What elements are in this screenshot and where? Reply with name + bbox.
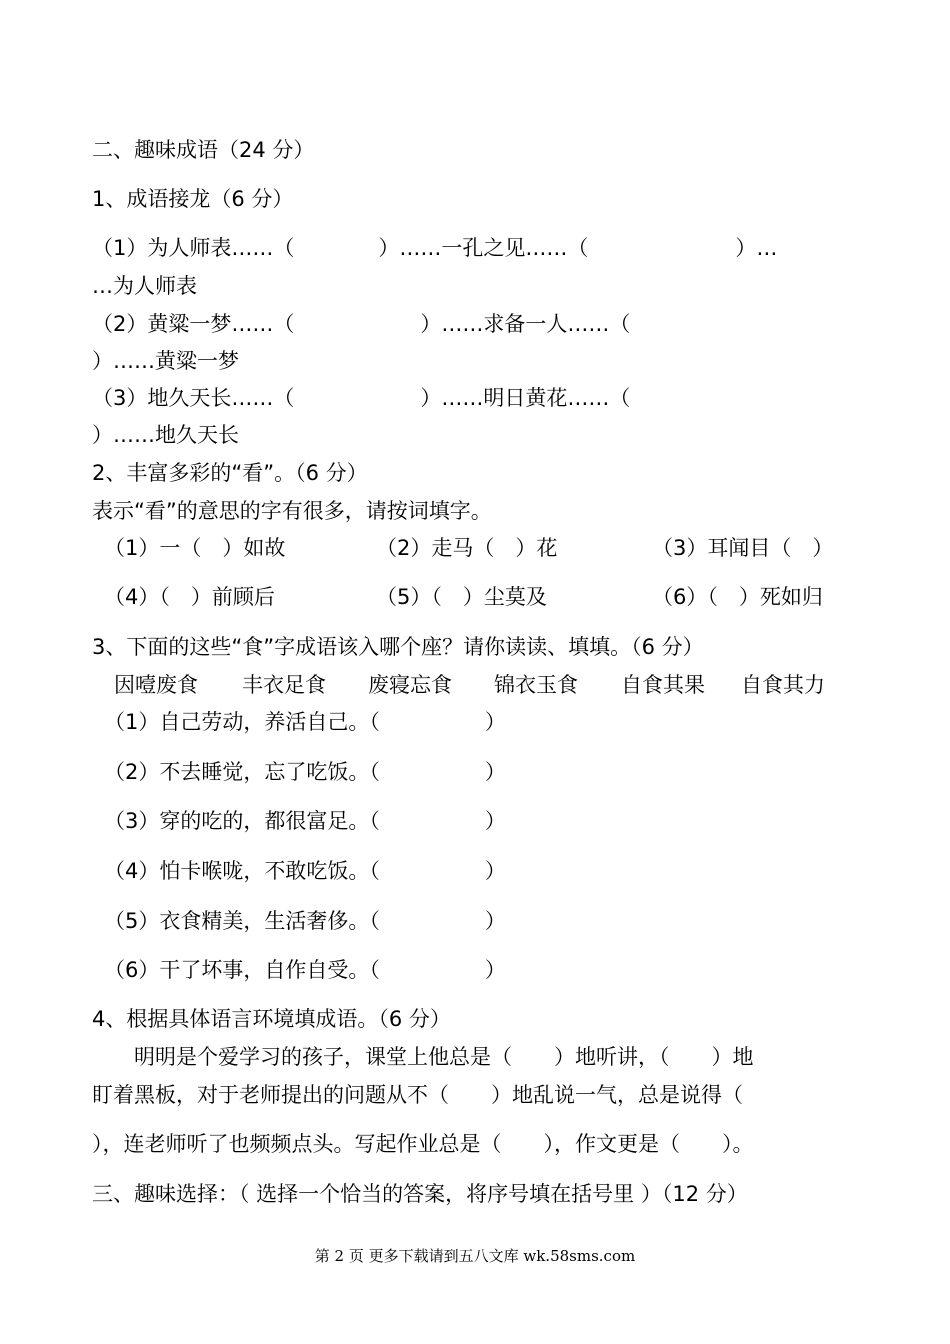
q2-intro: 表示“看”的意思的字有很多，请按词填字。 [92, 499, 492, 523]
q3-idiom-6: 自食其力 [741, 673, 825, 697]
q1-line-5: （3）地久天长……（ ）……明日黄花……（ [92, 386, 631, 410]
q1-line-3: （2）黄粱一梦……（ ）……求备一人……（ [92, 312, 631, 336]
q1-line-2: …为人师表 [92, 274, 197, 298]
q1-line-1: （1）为人师表……（ ）……一孔之见……（ ）… [92, 236, 778, 260]
q3-idiom-2: 丰衣足食 [242, 673, 326, 697]
q3-idiom-5: 自食其果 [621, 673, 705, 697]
q4-title: 4、根据具体语言环境填成语。（6 分） [92, 1007, 451, 1031]
q2-title: 2、丰富多彩的“看”。（6 分） [92, 461, 368, 485]
section3-title: 三、趣味选择：（ 选择一个恰当的答案，将序号填在括号里 ）（12 分） [92, 1182, 748, 1206]
q3-idiom-3: 废寝忘食 [368, 673, 452, 697]
q2-item-6: （6）（ ）死如归 [652, 585, 823, 609]
section2-title: 二、趣味成语（24 分） [92, 138, 315, 162]
q4-line-2: 盯着黑板，对于老师提出的问题从不（ ）地乱说一气，总是说得（ [92, 1083, 743, 1107]
page-footer: 第 2 页 更多下载请到五八文库 wk.58sms.com [314, 1247, 636, 1265]
q3-item-2: （2）不去睡觉，忘了吃饭。（ ） [104, 760, 506, 784]
q4-line-1: 明明是个爱学习的孩子，课堂上他总是（ ）地听讲，（ ）地 [92, 1045, 754, 1069]
q2-item-2: （2）走马（ ）花 [376, 536, 558, 560]
q3-idiom-1: 因噎废食 [114, 673, 198, 697]
q2-item-1: （1）一（ ）如故 [104, 536, 286, 560]
q2-item-5: （5）（ ）尘莫及 [376, 585, 547, 609]
q3-title: 3、下面的这些“食”字成语该入哪个座？请你读读、填填。（6 分） [92, 635, 704, 659]
q3-item-4: （4）怕卡喉咙，不敢吃饭。（ ） [104, 859, 506, 883]
q1-title: 1、成语接龙（6 分） [92, 187, 294, 211]
q3-item-3: （3）穿的吃的，都很富足。（ ） [104, 809, 506, 833]
q3-item-1: （1）自己劳动，养活自己。（ ） [104, 710, 506, 734]
q3-item-5: （5）衣食精美，生活奢侈。（ ） [104, 909, 506, 933]
q3-item-6: （6）干了坏事，自作自受。（ ） [104, 958, 506, 982]
q4-line-3: ），连老师听了也频频点头。写起作业总是（ ），作文更是（ ）。 [92, 1132, 754, 1156]
q2-item-4: （4）（ ）前顾后 [104, 585, 275, 609]
q3-idiom-4: 锦衣玉食 [494, 673, 578, 697]
q1-line-6: ）……地久天长 [92, 423, 239, 447]
q1-line-4: ）……黄粱一梦 [92, 349, 239, 373]
q2-item-3: （3）耳闻目（ ） [652, 536, 834, 560]
